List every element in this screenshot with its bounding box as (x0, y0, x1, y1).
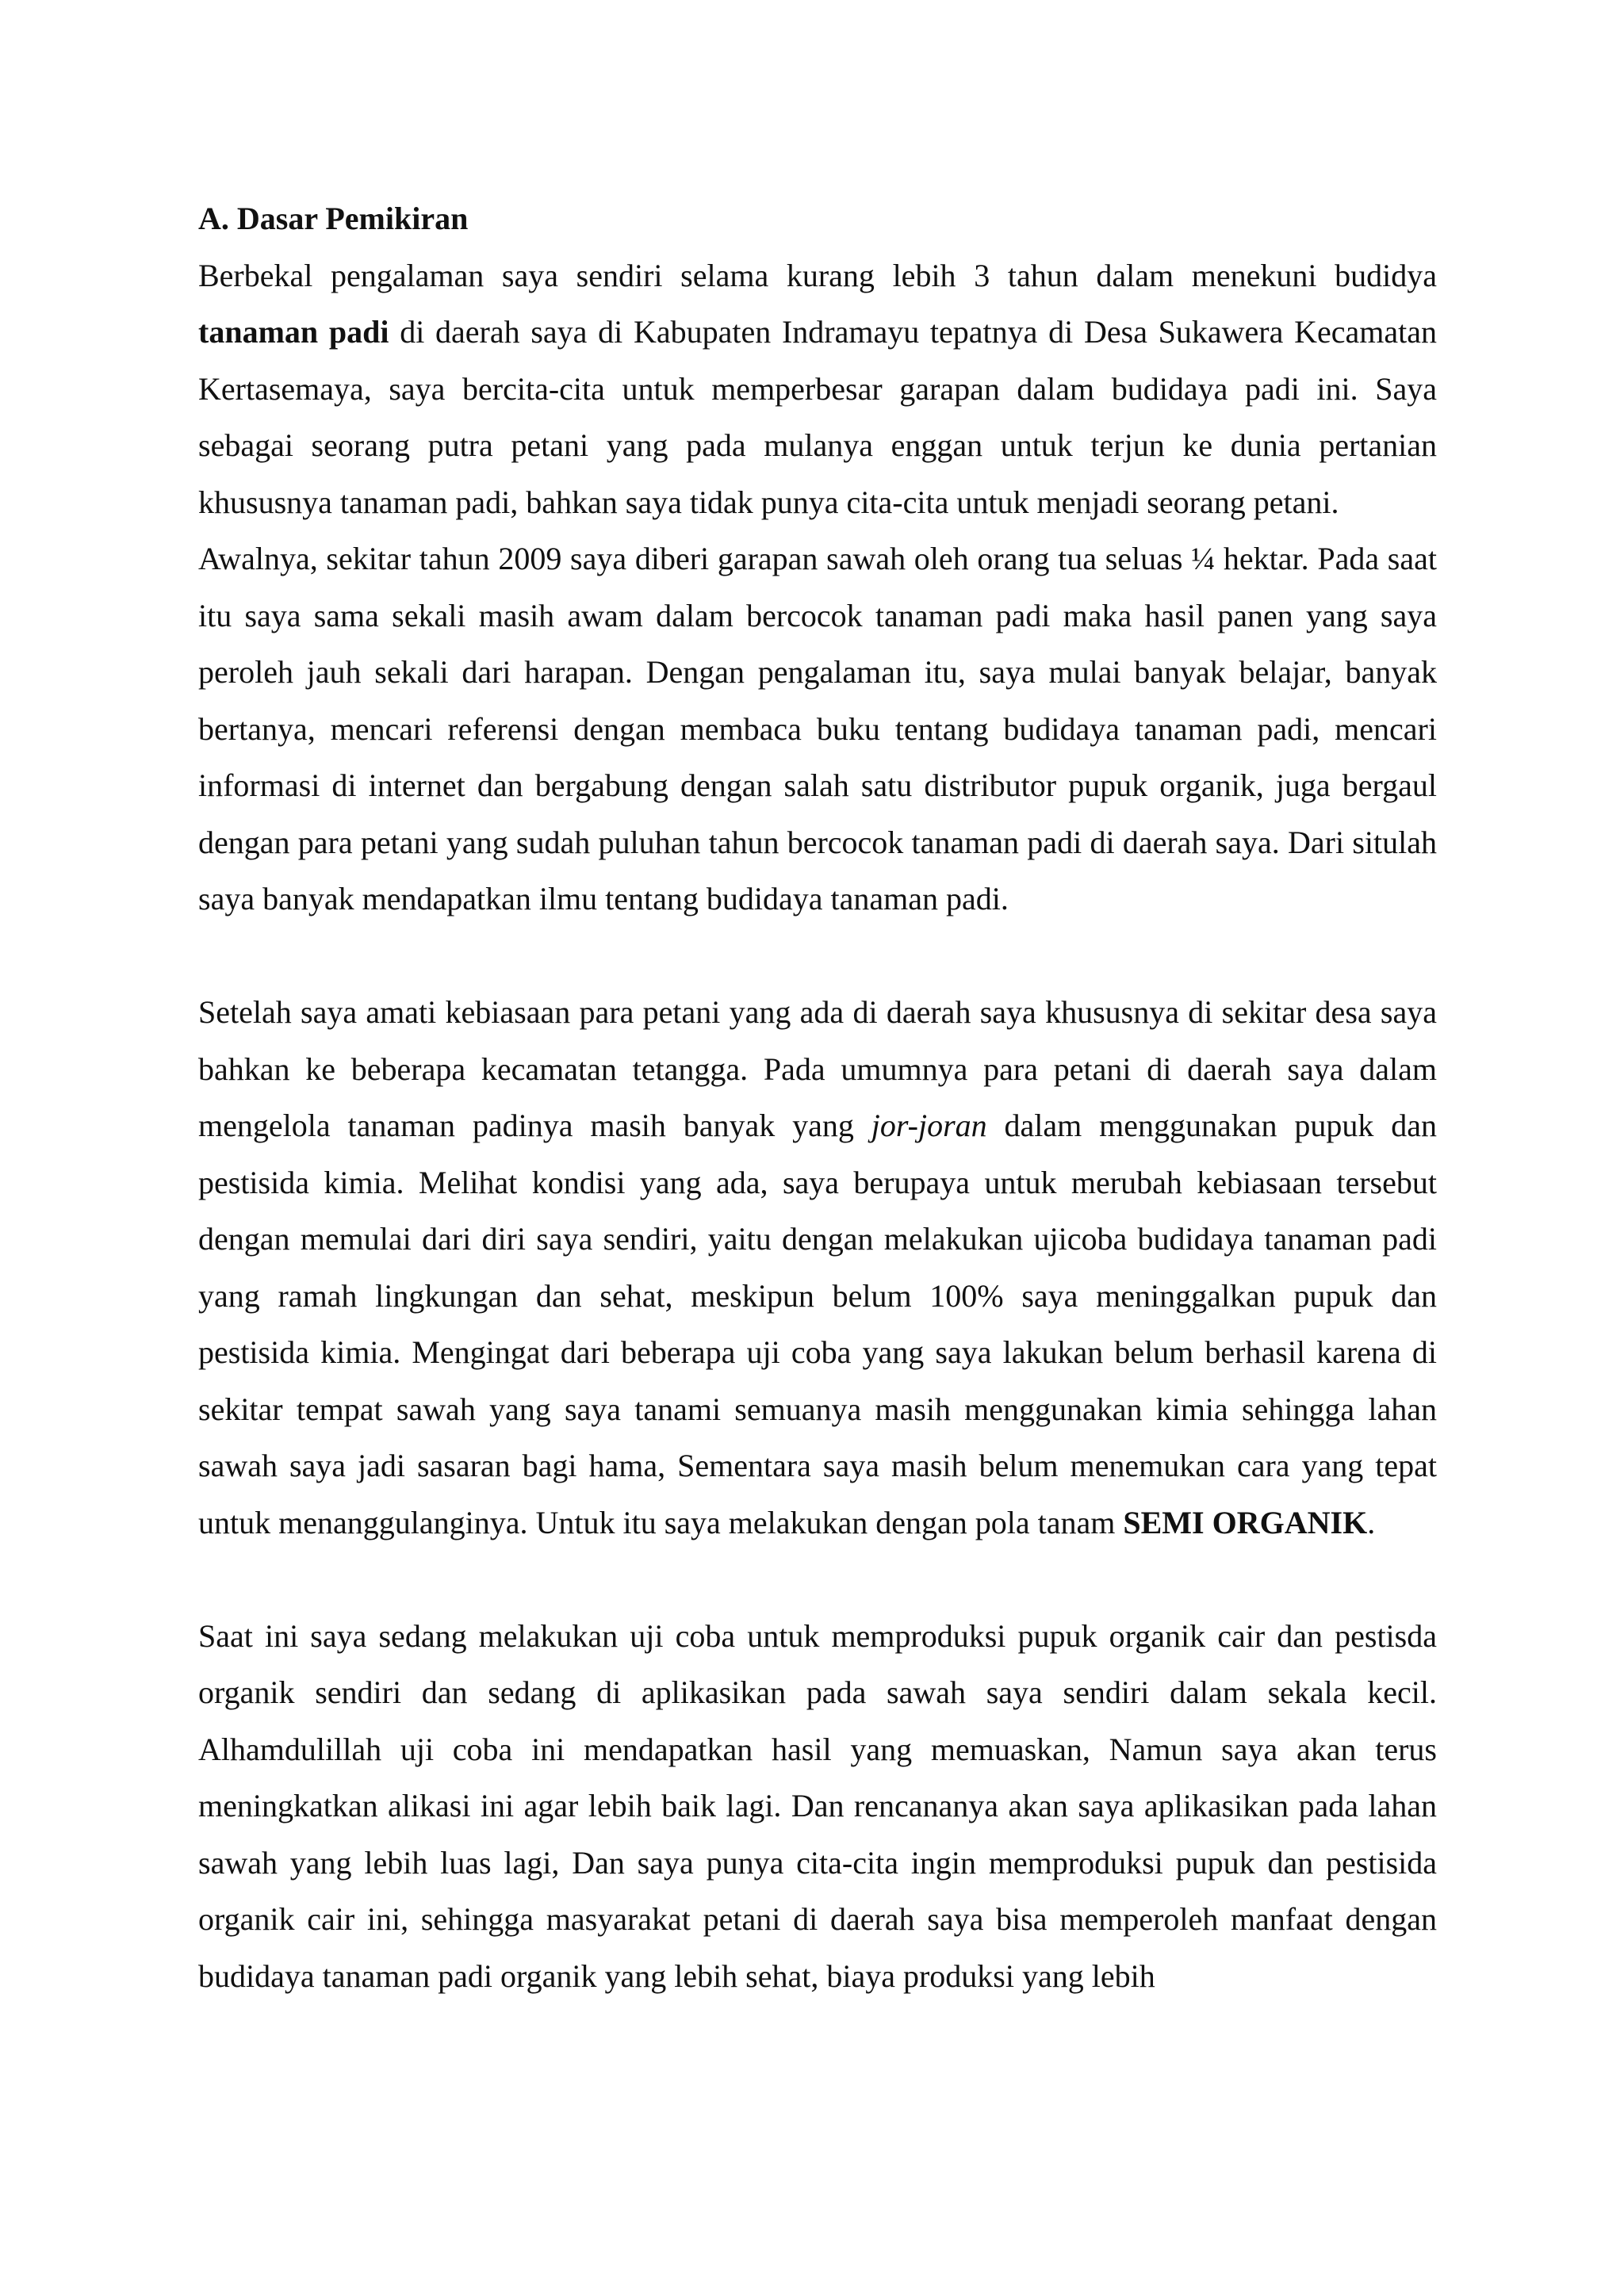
paragraph-gap (198, 928, 1437, 985)
paragraph-2 (198, 530, 1437, 928)
paragraph-3-text-a: Setelah saya amati kebiasaan para petani yang ada di daerah saya khususnya di sekitar desa saya bahkan ke beberapa kecamatan tetangga. Pada umumnya para petani di daerah saya dalam mengelola tanaman padinya masih banyak yang (198, 994, 1437, 1143)
paragraph-3-text-c: . (1367, 1504, 1376, 1540)
paragraph-3 (198, 984, 1437, 1551)
paragraph-1 (198, 247, 1437, 531)
paragraph-3-italic-term: jor-joran (871, 1108, 987, 1143)
paragraph-3-text-b: dalam menggunakan pupuk dan pestisida kimia. Melihat kondisi yang ada, saya berupaya untuk merubah kebiasaan tersebut dengan memulai dari diri saya sendiri, yaitu dengan melakukan ujicoba budidaya tanaman padi yang ramah lingkungan dan sehat, meskipun belum 100% saya meninggalkan pupuk dan pestisida kimia. Mengingat dari beberapa uji coba yang saya lakukan belum berhasil karena di sekitar tempat sawah yang saya tanami semuanya masih menggunakan kimia sehingga lahan sawah saya jadi sasaran bagi hama, Sementara saya masih belum menemukan cara yang tepat untuk menanggulanginya. Untuk itu saya melakukan dengan pola tanam (198, 1108, 1437, 1540)
paragraph-1-bold-term: tanaman padi (198, 314, 389, 350)
paragraph-2-text: Awalnya, sekitar tahun 2009 saya diberi garapan sawah oleh orang tua seluas ¼ hektar. Pada saat itu saya sama sekali masih awam dalam bercocok tanaman padi maka hasil panen yang saya peroleh jauh sekali dari harapan. Dengan pengalaman itu, saya mulai banyak belajar, banyak bertanya, mencari referensi dengan membaca buku tentang budidaya tanaman padi, mencari informasi di internet dan bergabung dengan salah satu distributor pupuk organik, juga bergaul dengan para petani yang sudah puluhan tahun bercocok tanaman padi di daerah saya. Dari situlah saya banyak mendapatkan ilmu tentang budidaya tanaman padi. (198, 541, 1437, 916)
paragraph-3-bold-term: SEMI ORGANIK (1123, 1504, 1368, 1540)
paragraph-1-text-b: di daerah saya di Kabupaten Indramayu tepatnya di Desa Sukawera Kecamatan Kertasemaya, saya bercita-cita untuk memperbesar garapan dalam budidaya padi ini. Saya sebagai seorang putra petani yang pada mulanya enggan untuk terjun ke dunia pertanian khususnya tanaman padi, bahkan saya tidak punya cita-cita untuk menjadi seorang petani. (198, 314, 1437, 520)
document-body (198, 190, 1437, 2004)
section-heading: A. Dasar Pemikiran (198, 201, 469, 236)
paragraph-4-text: Saat ini saya sedang melakukan uji coba untuk memproduksi pupuk organik cair dan pestisda organik sendiri dan sedang di aplikasikan pada sawah saya sendiri dalam sekala kecil. Alhamdulillah uji coba ini mendapatkan hasil yang memuaskan, Namun saya akan terus meningkatkan alikasi ini agar lebih baik lagi. Dan rencananya akan saya aplikasikan pada lahan sawah yang lebih luas lagi, Dan saya punya cita-cita ingin memproduksi pupuk dan pestisida organik cair ini, sehingga masyarakat petani di daerah saya bisa memperoleh manfaat dengan budidaya tanaman padi organik yang lebih sehat, biaya produksi yang lebih (198, 1617, 1437, 1994)
paragraph-gap (198, 1551, 1437, 1608)
paragraph-4 (198, 1608, 1437, 2005)
paragraph-1-text-a: Berbekal pengalaman saya sendiri selama kurang lebih 3 tahun dalam menekuni budidya (198, 257, 1437, 293)
